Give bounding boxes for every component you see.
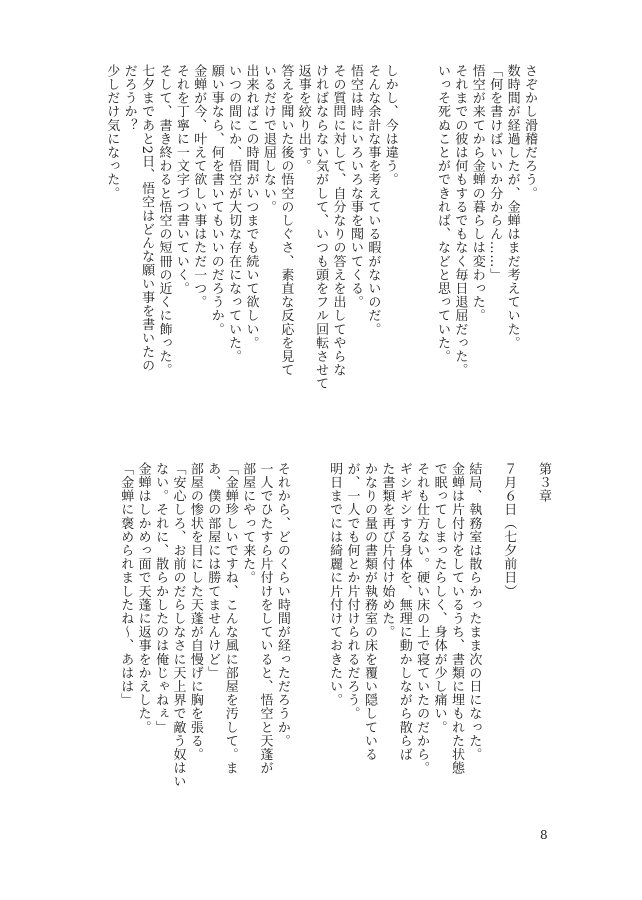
text-line [308, 462, 325, 790]
text-line: ない。それに、散らかしたのは俺じゃねぇ」 [153, 462, 169, 734]
text-line: 数時間が経過したが、金蝉はまだ考えていた。 [504, 64, 520, 350]
text-block-top [103, 64, 538, 444]
text-line: が、一人でも何とか片付けられるだろう。 [344, 462, 360, 721]
text-line: それまでの彼は何もするでもなく毎日退屈だった。 [452, 64, 468, 377]
text-line: ７月６日（七夕前日） [501, 462, 517, 598]
text-line: 金蝉は片付けをしているうち、書類に埋もれた状態 [448, 462, 464, 775]
text-line: 金蝉が今、叶えて欲しい事はただ一つ。 [191, 64, 207, 309]
text-line: 「金蝉珍しいですね、こんな風に部屋を汚して。ま [222, 462, 238, 775]
text-line: 七夕まであと2日、悟空はどんな願い事を書いたの [139, 64, 155, 373]
text-line: 明日までには綺麗に片付けておきたい。 [327, 462, 343, 707]
text-line: いっそ死ぬことができれば、などと思っていた。 [434, 64, 450, 364]
text-line: かなりの量の書類が執務室の床を覆い隠している [361, 462, 377, 762]
text-line: いつの間にか、悟空が大切な存在になっていた。 [226, 64, 242, 364]
text-line: 金蝉はしかめっ面で天蓬に返事をかえした。 [135, 462, 151, 734]
text-line: た書類を再び片付け始めた。 [379, 462, 395, 639]
text-line: 返事を絞り出す。 [295, 64, 311, 173]
text-line: 出来ればこの時間がいつまでも続いて欲しい。 [243, 64, 259, 350]
text-line: 答えを聞いた後の悟空のしぐさ、素直な反応を見て [278, 64, 294, 377]
text-line: 部屋にやって来た。 [240, 462, 256, 585]
text-line: それから、どのくらい時間が経っただろうか。 [274, 462, 290, 748]
text-line: それも仕方ない。硬い床の上で寝ていたのだから。 [414, 462, 430, 775]
text-line: 部屋の惨状を目にした天蓬が自慢げに胸を張る。 [187, 462, 203, 762]
text-line: さぞかし滑稽だろう。 [522, 64, 537, 200]
text-line: ければならない気がして、いつも頭をフル回転させて [313, 64, 329, 391]
text-line: そんな余計な事を考えている暇がないのだ。 [365, 64, 381, 336]
text-line [399, 64, 416, 444]
text-line: 「何を書けばいいか分からん……」 [487, 64, 503, 282]
text-line: で眠ってしまったらしく、身体が少し痛い。 [431, 462, 447, 734]
page-number: 8 [540, 828, 548, 842]
text-line: 悟空は時にいろいろな事を聞いてくる。 [347, 64, 363, 309]
text-line: だろうか？ [121, 64, 137, 132]
text-line: 「安心しろ、お前のだらしなさに天上界で敵う奴はい [170, 462, 186, 789]
text-line [517, 462, 534, 790]
text-line [482, 462, 499, 790]
text-line: ギシギシする身体を、無理に動かしながら散らば [396, 462, 412, 762]
text-line: 結局、執務室は散らかったまま次の日になった。 [466, 462, 482, 762]
text-line: 悟空が来てから金蝉の暮らしは変わった。 [469, 64, 485, 323]
text-line [291, 462, 308, 790]
text-line: 願い事なら、何を書いてもいいのだろうか。 [208, 64, 224, 336]
text-line: 「金蝉に褒められましたね～、あはは」 [118, 462, 134, 707]
text-line: そして、書き終わると悟空の短冊の近くに飾った。 [156, 64, 172, 377]
text-line: しかし、今は違う。 [382, 64, 398, 187]
text-line: 一人でひたすら片付けをしていると、悟空と天蓬が [257, 462, 273, 775]
text-line: それを丁寧に一文字づつ書いていく。 [173, 64, 189, 296]
text-line: 少しだけ気になった。 [104, 64, 120, 200]
text-line: あ、僕の部屋には勝てませんけど」 [205, 462, 221, 680]
text-block-bottom [117, 462, 552, 790]
text-line: 第３章 [536, 462, 551, 503]
text-line: その質問に対して、自分なりの答えを出してやらな [330, 64, 346, 377]
text-line: いるだけで退屈しない。 [260, 64, 276, 214]
text-line [416, 64, 433, 444]
